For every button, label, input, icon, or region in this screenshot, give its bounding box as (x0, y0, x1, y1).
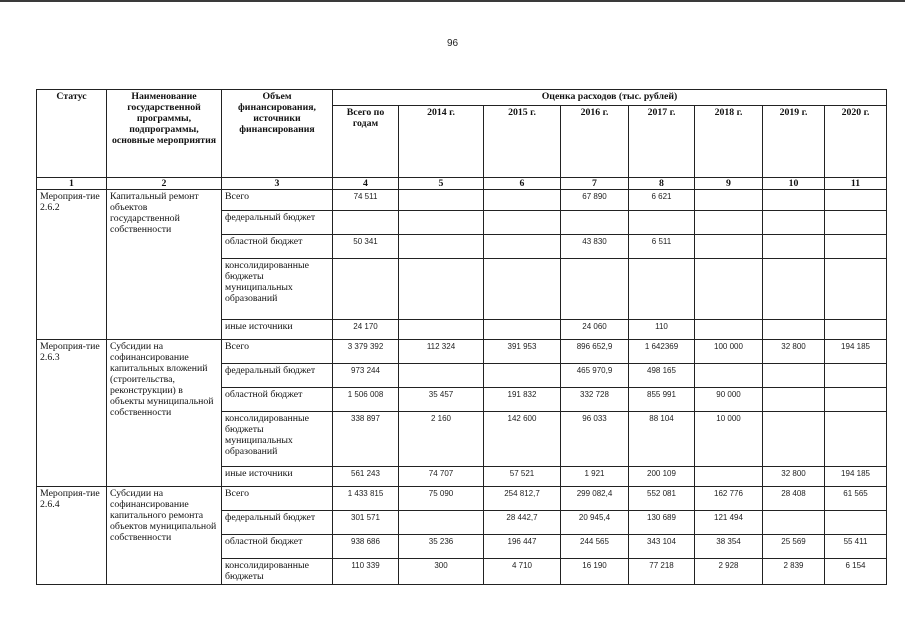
header-volume: Объем финансирования, источники финансирования (222, 90, 333, 178)
value-cell (399, 190, 484, 211)
value-cell: 43 830 (561, 235, 629, 259)
value-cell (561, 211, 629, 235)
value-cell (695, 320, 763, 340)
value-cell (825, 190, 887, 211)
value-cell: 142 600 (484, 412, 561, 467)
value-cell (825, 320, 887, 340)
value-cell (399, 259, 484, 320)
table-row (37, 190, 887, 211)
header-year-6: 2019 г. (763, 106, 825, 178)
funding-source-cell: федеральный бюджет (222, 511, 333, 535)
value-cell (763, 412, 825, 467)
funding-source-cell: иные источники (222, 467, 333, 487)
funding-source-cell: федеральный бюджет (222, 364, 333, 388)
value-cell: 300 (399, 559, 484, 585)
value-cell (825, 211, 887, 235)
value-cell: 28 442,7 (484, 511, 561, 535)
status-cell: Мероприя-тие 2.6.3 (37, 340, 107, 487)
value-cell (695, 259, 763, 320)
value-cell: 938 686 (333, 535, 399, 559)
value-cell: 10 000 (695, 412, 763, 467)
header-year-0: Всего по годам (333, 106, 399, 178)
funding-source-cell: Всего (222, 487, 333, 511)
value-cell: 35 236 (399, 535, 484, 559)
header-year-7: 2020 г. (825, 106, 887, 178)
column-number-7: 7 (561, 178, 629, 190)
value-cell: 194 185 (825, 340, 887, 364)
funding-source-cell: федеральный бюджет (222, 211, 333, 235)
value-cell (763, 190, 825, 211)
value-cell: 35 457 (399, 388, 484, 412)
value-cell (484, 190, 561, 211)
value-cell: 196 447 (484, 535, 561, 559)
value-cell (825, 412, 887, 467)
table-row (37, 340, 887, 364)
column-number-8: 8 (629, 178, 695, 190)
value-cell: 74 707 (399, 467, 484, 487)
value-cell (695, 190, 763, 211)
budget-table (36, 89, 887, 585)
table-header (37, 90, 887, 190)
header-year-5: 2018 г. (695, 106, 763, 178)
value-cell: 90 000 (695, 388, 763, 412)
top-border-line (0, 0, 905, 2)
value-cell: 465 970,9 (561, 364, 629, 388)
value-cell: 194 185 (825, 467, 887, 487)
value-cell: 498 165 (629, 364, 695, 388)
value-cell: 2 160 (399, 412, 484, 467)
value-cell: 4 710 (484, 559, 561, 585)
value-cell: 896 652,9 (561, 340, 629, 364)
value-cell: 121 494 (695, 511, 763, 535)
value-cell: 254 812,7 (484, 487, 561, 511)
value-cell (763, 364, 825, 388)
value-cell (763, 388, 825, 412)
column-number-5: 5 (399, 178, 484, 190)
value-cell (484, 320, 561, 340)
value-cell: 55 411 (825, 535, 887, 559)
value-cell (399, 364, 484, 388)
value-cell: 332 728 (561, 388, 629, 412)
value-cell (484, 364, 561, 388)
value-cell: 1 642369 (629, 340, 695, 364)
value-cell: 61 565 (825, 487, 887, 511)
value-cell (561, 259, 629, 320)
value-cell (825, 388, 887, 412)
value-cell: 391 953 (484, 340, 561, 364)
value-cell (399, 320, 484, 340)
column-number-1: 1 (37, 178, 107, 190)
page-number: 96 (446, 38, 459, 49)
value-cell: 6 154 (825, 559, 887, 585)
value-cell: 112 324 (399, 340, 484, 364)
value-cell (333, 211, 399, 235)
status-cell: Мероприя-тие 2.6.4 (37, 487, 107, 585)
value-cell: 110 (629, 320, 695, 340)
value-cell: 301 571 (333, 511, 399, 535)
value-cell: 20 945,4 (561, 511, 629, 535)
value-cell (695, 467, 763, 487)
funding-source-cell: консолидированные бюджеты муниципальных образований (222, 412, 333, 467)
value-cell: 100 000 (695, 340, 763, 364)
table-row (37, 487, 887, 511)
value-cell: 67 890 (561, 190, 629, 211)
funding-source-cell: консолидированные бюджеты муниципальных образований (222, 259, 333, 320)
funding-source-cell: иные источники (222, 320, 333, 340)
header-year-4: 2017 г. (629, 106, 695, 178)
value-cell: 2 839 (763, 559, 825, 585)
value-cell: 552 081 (629, 487, 695, 511)
value-cell: 162 776 (695, 487, 763, 511)
value-cell (399, 211, 484, 235)
value-cell: 74 511 (333, 190, 399, 211)
value-cell (629, 259, 695, 320)
value-cell (399, 511, 484, 535)
funding-source-cell: консолидированные бюджеты (222, 559, 333, 585)
value-cell: 57 521 (484, 467, 561, 487)
value-cell: 38 354 (695, 535, 763, 559)
value-cell: 561 243 (333, 467, 399, 487)
value-cell (399, 235, 484, 259)
column-number-10: 10 (763, 178, 825, 190)
value-cell: 1 921 (561, 467, 629, 487)
header-cost-estimate: Оценка расходов (тыс. рублей) (333, 90, 887, 106)
measure-name-cell: Субсидии на софинансирование капитального ремонта объектов муниципальной собственности (107, 487, 222, 585)
value-cell (695, 211, 763, 235)
value-cell (825, 259, 887, 320)
value-cell: 299 082,4 (561, 487, 629, 511)
value-cell (695, 364, 763, 388)
value-cell (763, 211, 825, 235)
value-cell (763, 259, 825, 320)
value-cell: 6 621 (629, 190, 695, 211)
funding-source-cell: областной бюджет (222, 535, 333, 559)
funding-source-cell: областной бюджет (222, 235, 333, 259)
value-cell: 3 379 392 (333, 340, 399, 364)
header-year-3: 2016 г. (561, 106, 629, 178)
value-cell (484, 235, 561, 259)
header-name: Наименование государственной программы, подпрограммы, основные мероприятия (107, 90, 222, 178)
status-cell: Мероприя-тие 2.6.2 (37, 190, 107, 340)
value-cell: 24 170 (333, 320, 399, 340)
column-number-6: 6 (484, 178, 561, 190)
header-status: Статус (37, 90, 107, 178)
measure-name-cell: Субсидии на софинансирование капитальных вложений (строительства, реконструкции) в объекты муниципальной собственности (107, 340, 222, 487)
value-cell: 16 190 (561, 559, 629, 585)
value-cell (629, 211, 695, 235)
header-year-2: 2015 г. (484, 106, 561, 178)
value-cell: 973 244 (333, 364, 399, 388)
value-cell: 25 569 (763, 535, 825, 559)
value-cell: 200 109 (629, 467, 695, 487)
value-cell: 96 033 (561, 412, 629, 467)
value-cell: 130 689 (629, 511, 695, 535)
header-year-1: 2014 г. (399, 106, 484, 178)
value-cell: 1 433 815 (333, 487, 399, 511)
column-number-9: 9 (695, 178, 763, 190)
value-cell (763, 511, 825, 535)
value-cell (333, 259, 399, 320)
value-cell (825, 511, 887, 535)
value-cell: 28 408 (763, 487, 825, 511)
value-cell (763, 235, 825, 259)
column-number-2: 2 (107, 178, 222, 190)
funding-source-cell: областной бюджет (222, 388, 333, 412)
value-cell: 110 339 (333, 559, 399, 585)
value-cell: 75 090 (399, 487, 484, 511)
value-cell: 1 506 008 (333, 388, 399, 412)
value-cell: 32 800 (763, 340, 825, 364)
funding-source-cell: Всего (222, 190, 333, 211)
value-cell: 191 832 (484, 388, 561, 412)
value-cell: 24 060 (561, 320, 629, 340)
value-cell (695, 235, 763, 259)
value-cell: 77 218 (629, 559, 695, 585)
value-cell: 343 104 (629, 535, 695, 559)
funding-source-cell: Всего (222, 340, 333, 364)
value-cell: 2 928 (695, 559, 763, 585)
value-cell: 244 565 (561, 535, 629, 559)
value-cell: 32 800 (763, 467, 825, 487)
value-cell (825, 364, 887, 388)
value-cell: 6 511 (629, 235, 695, 259)
value-cell (825, 235, 887, 259)
column-number-4: 4 (333, 178, 399, 190)
measure-name-cell: Капитальный ремонт объектов государственной собственности (107, 190, 222, 340)
value-cell: 50 341 (333, 235, 399, 259)
value-cell (484, 211, 561, 235)
value-cell: 855 991 (629, 388, 695, 412)
value-cell: 338 897 (333, 412, 399, 467)
value-cell (484, 259, 561, 320)
column-number-11: 11 (825, 178, 887, 190)
value-cell: 88 104 (629, 412, 695, 467)
value-cell (763, 320, 825, 340)
column-number-3: 3 (222, 178, 333, 190)
